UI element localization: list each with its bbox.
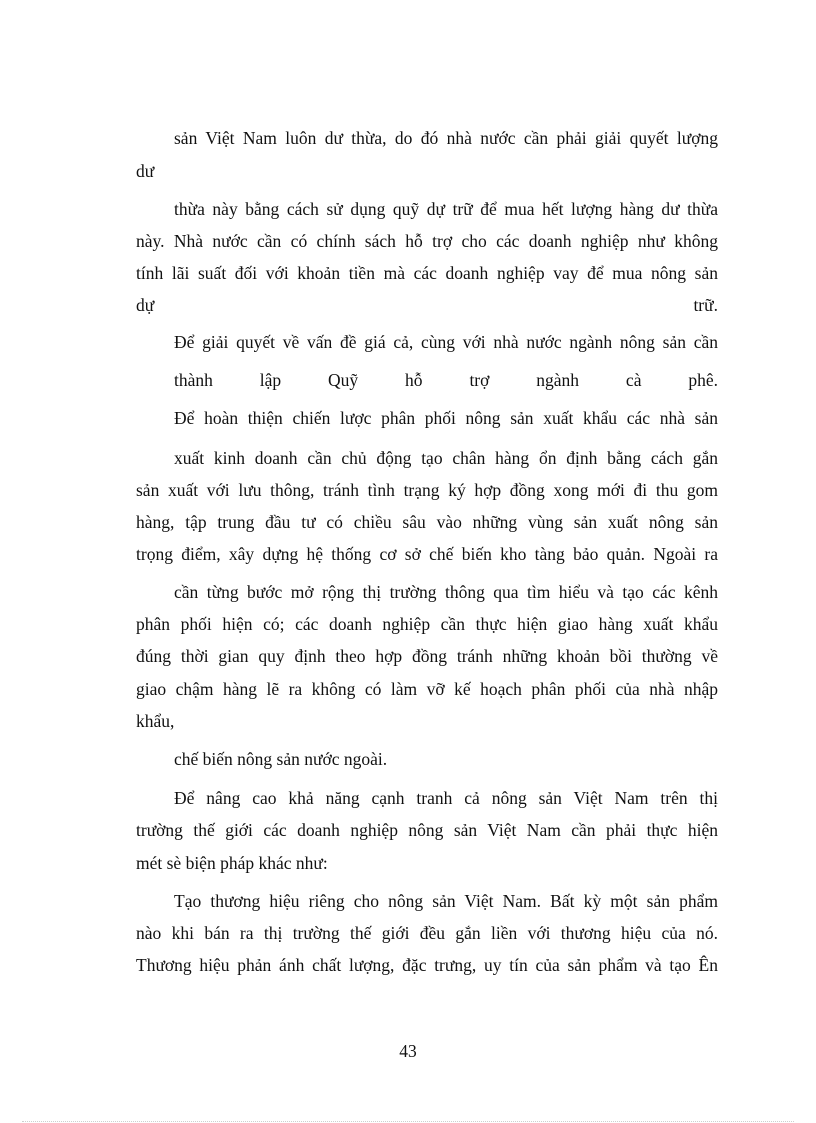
text-line: dư (136, 161, 155, 181)
text-line: Để giải quyết về vấn đề giá cả, cùng với nhà nước ngành nông sản cần (174, 332, 718, 352)
text-line: trọng điểm, xây dựng hệ thống cơ sở chế biến kho tàng bảo quản. Ngoài ra (136, 544, 718, 564)
text-line: mét sè biện pháp khác như: (136, 853, 328, 873)
text-line: khẩu, (136, 711, 175, 731)
text-line: cần từng bước mở rộng thị trường thông qua tìm hiểu và tạo các kênh (174, 582, 718, 602)
text-line: giao chậm hàng lẽ ra không có làm vỡ kế hoạch phân phối của nhà nhập (136, 679, 718, 699)
page-number: 43 (399, 1041, 417, 1061)
text-line: Để hoàn thiện chiến lược phân phối nông sản xuất khẩu các nhà sản (174, 408, 718, 428)
page-bottom-divider (22, 1121, 794, 1122)
text-line: phân phối hiện có; các doanh nghiệp cần thực hiện giao hàng xuất khẩu (136, 614, 718, 634)
text-line: chế biến nông sản nước ngoài. (174, 749, 388, 769)
text-line: trường thế giới các doanh nghiệp nông sản Việt Nam cần phải thực hiện (136, 820, 718, 840)
text-line: Để nâng cao khả năng cạnh tranh cả nông sản Việt Nam trên thị (174, 788, 718, 808)
text-line: dự trữ. (136, 295, 718, 315)
text-line: thành lập Quỹ hỗ trợ ngành cà phê. (174, 370, 718, 390)
text-line: đúng thời gian quy định theo hợp đồng tránh những khoản bồi thường về (136, 646, 718, 666)
text-line: tính lãi suất đối với khoản tiền mà các doanh nghiệp vay để mua nông sản (136, 263, 718, 283)
text-line: sản Việt Nam luôn dư thừa, do đó nhà nước cần phải giải quyết lượng (174, 128, 718, 148)
text-line: Tạo thương hiệu riêng cho nông sản Việt Nam. Bất kỳ một sản phẩm (174, 891, 718, 911)
text-line: Thương hiệu phản ánh chất lượng, đặc trưng, uy tín của sản phẩm và tạo Ên (136, 955, 718, 975)
text-line: này. Nhà nước cần có chính sách hỗ trợ cho các doanh nghiệp như không (136, 231, 718, 251)
text-line: thừa này bằng cách sử dụng quỹ dự trữ để mua hết lượng hàng dư thừa (174, 199, 718, 219)
text-line: hàng, tập trung đầu tư có chiều sâu vào những vùng sản xuất nông sản (136, 512, 718, 532)
text-line: sản xuất với lưu thông, tránh tình trạng ký hợp đồng xong mới đi thu gom (136, 480, 718, 500)
text-line: nào khi bán ra thị trường thế giới đều gắn liền với thương hiệu của nó. (136, 923, 718, 943)
text-line: xuất kinh doanh cần chủ động tạo chân hàng ổn định bằng cách gắn (174, 448, 718, 468)
